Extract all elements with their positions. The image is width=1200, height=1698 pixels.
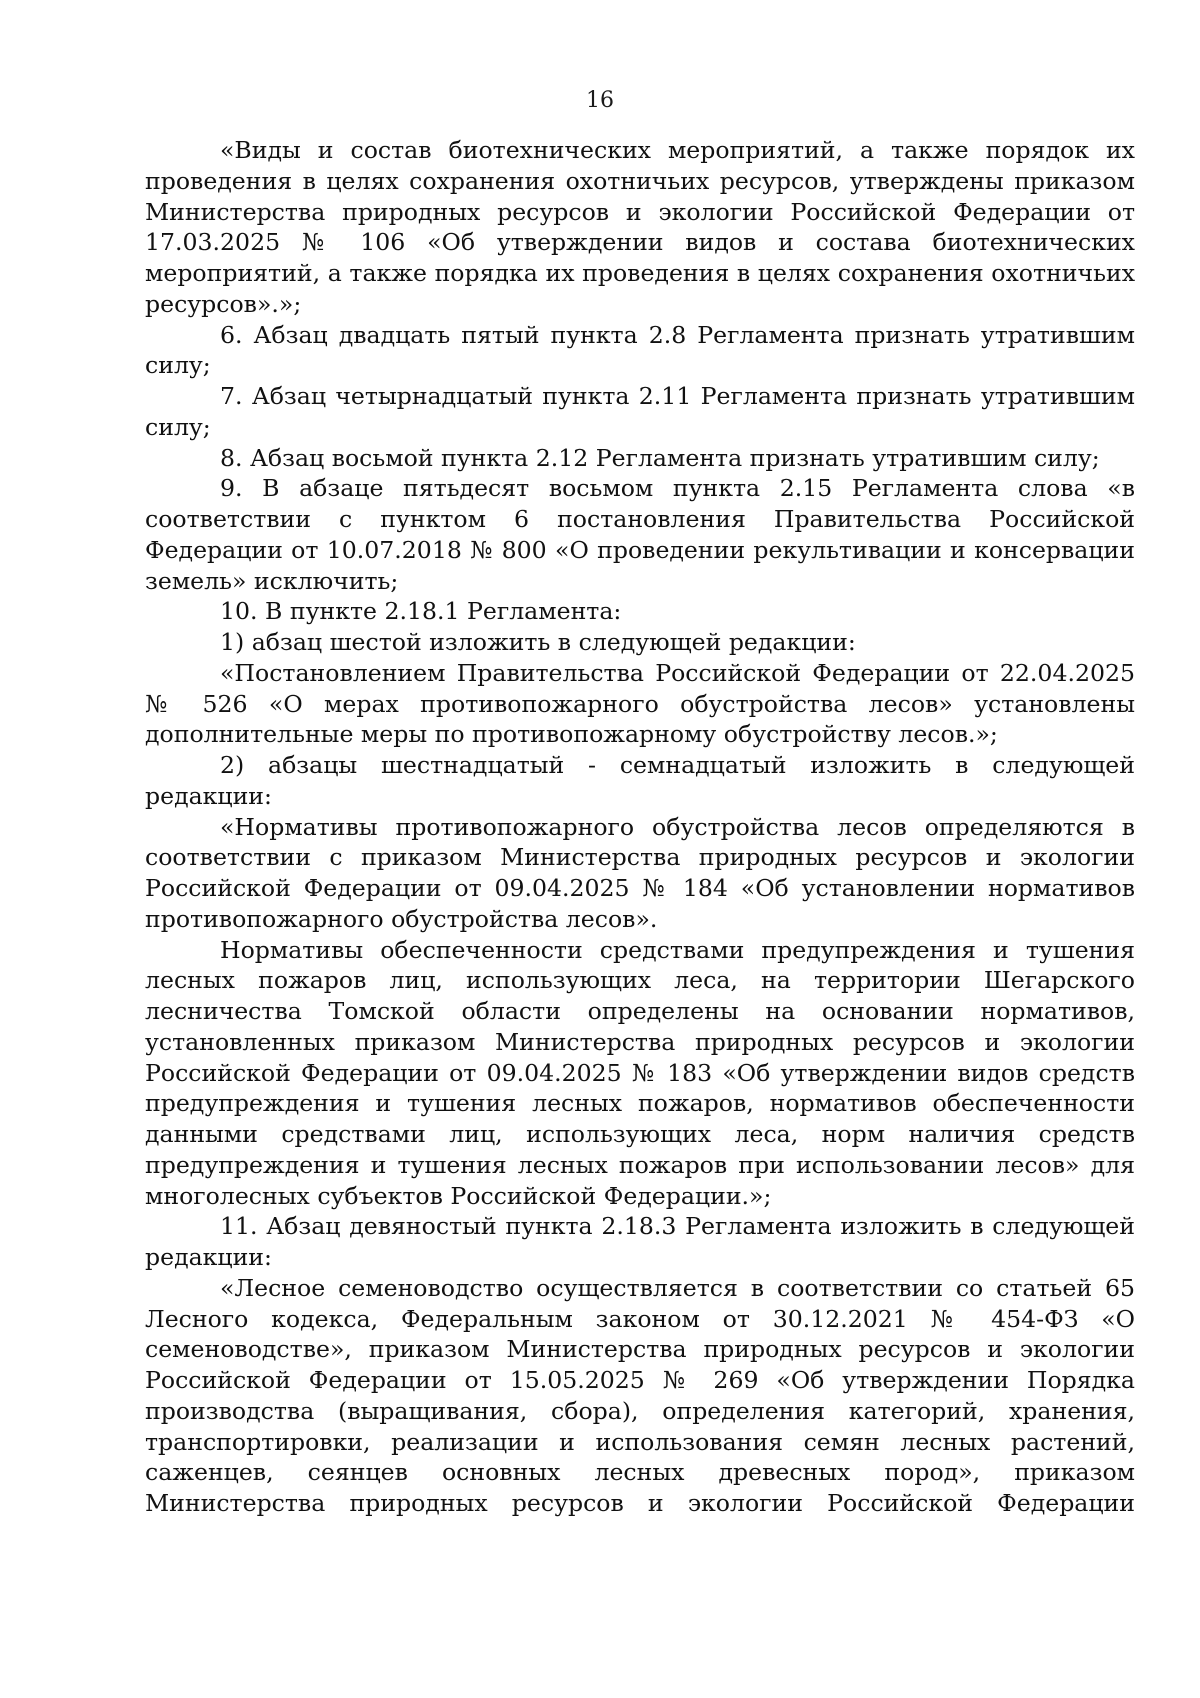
paragraph-item-10-sub-2: 2) абзацы шестнадцатый - семнадцатый изложить в следующей редакции: xyxy=(145,751,1135,810)
paragraph-biotech-measures: «Виды и состав биотехнических мероприятий, а также порядок их проведения в целях сохранения охотничьих ресурсов, утверждены приказом Министерства природных ресурсов и экологии Российской Федерации от 17.03.2025 № 106 «Об утверждении видов и состава биотехнических мероприятий, а также порядка их проведения в целях сохранения охотничьих ресурсов».»; xyxy=(145,136,1135,318)
paragraph-item-9: 9. В абзаце пятьдесят восьмом пункта 2.15 Регламента слова «в соответствии с пунктом 6 постановления Правительства Российской Федерации от 10.07.2018 № 800 «О проведении рекультивации и консервации земель» исключить; xyxy=(145,474,1135,595)
paragraph-fire-equipment-norms: Нормативы обеспеченности средствами предупреждения и тушения лесных пожаров лиц, использующих леса, на территории Шегарского лесничества Томской области определены на основании нормативов, установленных приказом Министерства природных ресурсов и экологии Российской Федерации от 09.04.2025 № 183 «Об утверждении видов средств предупреждения и тушения лесных пожаров, нормативов обеспеченности данными средствами лиц, использующих леса, норм наличия средств предупреждения и тушения лесных пожаров при использовании лесов» для многолесных субъектов Российской Федерации.»; xyxy=(145,935,1135,1210)
paragraph-item-11: 11. Абзац девяностый пункта 2.18.3 Регламента изложить в следующей редакции: xyxy=(145,1212,1135,1271)
paragraph-item-10: 10. В пункте 2.18.1 Регламента: xyxy=(220,597,622,626)
paragraph-item-10-sub-1: 1) абзац шестой изложить в следующей редакции: xyxy=(220,628,856,656)
paragraph-fire-norms-quote: «Нормативы противопожарного обустройства лесов определяются в соответствии с приказом Министерства природных ресурсов и экологии Российской Федерации от 09.04.2025 № 184 «Об установлении нормативов противопожарного обустройства лесов». xyxy=(145,812,1135,933)
paragraph-item-6: 6. Абзац двадцать пятый пункта 2.8 Регламента признать утратившим силу; xyxy=(145,320,1135,380)
document-body xyxy=(145,135,1135,1519)
paragraph-fire-measures-quote: «Постановлением Правительства Российской Федерации от 22.04.2025 № 526 «О мерах противопожарного обустройства лесов» установлены дополнительные меры по противопожарному обустройству лесов.»; xyxy=(145,658,1135,749)
paragraph-item-7: 7. Абзац четырнадцатый пункта 2.11 Регламента признать утратившим силу; xyxy=(145,382,1135,441)
paragraph-seed-production-quote: «Лесное семеноводство осуществляется в соответствии со статьей 65 Лесного кодекса, Федеральным законом от 30.12.2021 № 454-ФЗ «О семеноводстве», приказом Министерства природных ресурсов и экологии Российской Федерации от 15.05.2025 № 269 «Об утверждении Порядка производства (выращивания, сбора), определения категорий, хранения, транспортировки, реализации и использования семян лесных растений, саженцев, сеянцев основных лесных древесных пород», приказом Министерства природных ресурсов и экологии Российской Федерации xyxy=(145,1273,1135,1517)
page-number: 16 xyxy=(586,88,614,113)
paragraph-item-8: 8. Абзац восьмой пункта 2.12 Регламента признать утратившим силу; xyxy=(220,443,1100,472)
